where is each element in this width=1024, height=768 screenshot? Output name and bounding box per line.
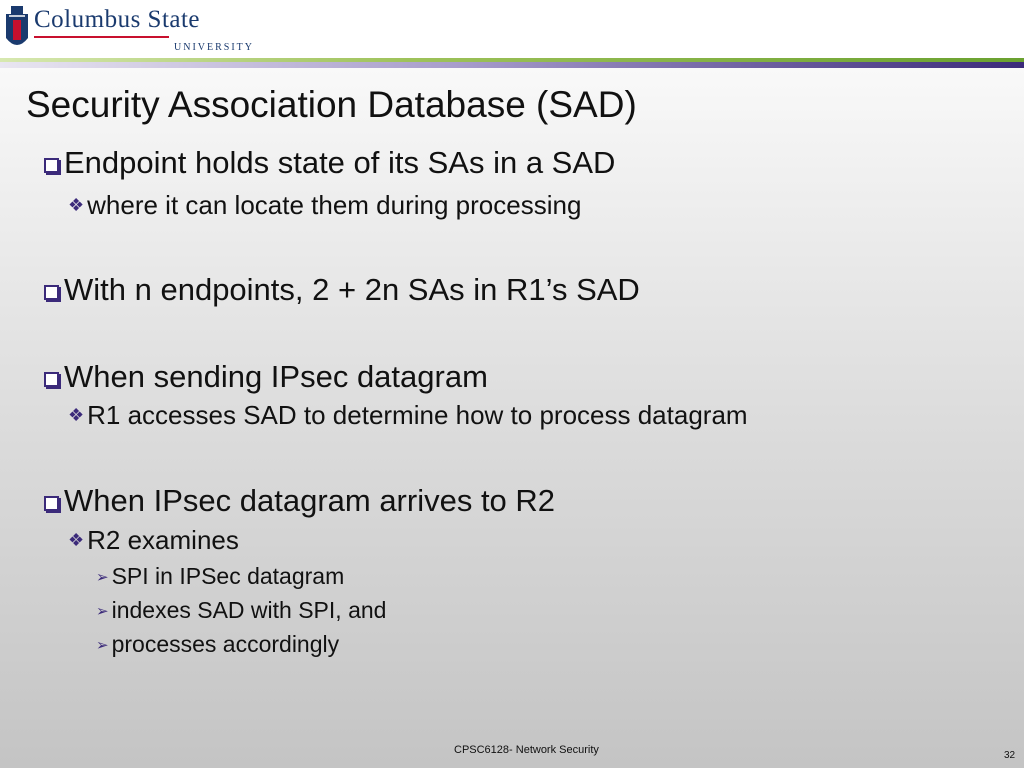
header-accent-bar-purple — [0, 62, 1024, 68]
bullet-text: Endpoint holds state of its SAs in a SAD — [64, 145, 616, 180]
sub-bullet-item — [68, 190, 581, 221]
bullet-item — [44, 272, 640, 308]
bullet-text: When IPsec datagram arrives to R2 — [64, 483, 556, 518]
diamond-bullet-icon: ❖ — [68, 530, 85, 550]
logo-subtitle: UNIVERSITY — [174, 42, 254, 53]
footer-course-label: CPSC6128- Network Security — [454, 744, 599, 756]
checkbox-square-icon — [44, 496, 59, 511]
bullet-item — [44, 359, 488, 395]
slide-title: Security Association Database (SAD) — [26, 84, 637, 125]
bullet-text: indexes SAD with SPI, and — [111, 597, 387, 623]
bullet-text: where it can locate them during processing — [87, 190, 582, 220]
university-logo — [4, 4, 254, 58]
bullet-text: When sending IPsec datagram — [64, 359, 488, 394]
diamond-bullet-icon: ❖ — [68, 195, 85, 215]
checkbox-square-icon — [44, 158, 59, 173]
sub-sub-bullet-item — [96, 597, 386, 624]
checkbox-square-icon — [44, 372, 59, 387]
bullet-text: R1 accesses SAD to determine how to process datagram — [87, 400, 748, 430]
sub-sub-bullet-item — [96, 631, 339, 658]
bullet-text: SPI in IPSec datagram — [111, 563, 345, 589]
sub-bullet-item — [68, 525, 239, 556]
arrow-bullet-icon: ➢ — [96, 568, 109, 586]
slide-page-number: 32 — [1004, 750, 1016, 761]
arrow-bullet-icon: ➢ — [96, 602, 109, 620]
bullet-item — [44, 483, 555, 519]
diamond-bullet-icon: ❖ — [68, 405, 85, 425]
sub-bullet-item — [68, 400, 748, 431]
logo-wordmark: Columbus State — [34, 6, 201, 33]
bullet-text: With n endpoints, 2 + 2n SAs in R1’s SAD — [64, 272, 640, 307]
bullet-text: processes accordingly — [111, 631, 340, 657]
sub-sub-bullet-item — [96, 563, 344, 590]
bullet-item — [44, 145, 615, 181]
bullet-text: R2 examines — [87, 525, 239, 555]
slide-header — [0, 0, 1024, 62]
logo-rule — [34, 36, 169, 38]
checkbox-square-icon — [44, 285, 59, 300]
shield-icon — [4, 4, 30, 54]
arrow-bullet-icon: ➢ — [96, 636, 109, 654]
